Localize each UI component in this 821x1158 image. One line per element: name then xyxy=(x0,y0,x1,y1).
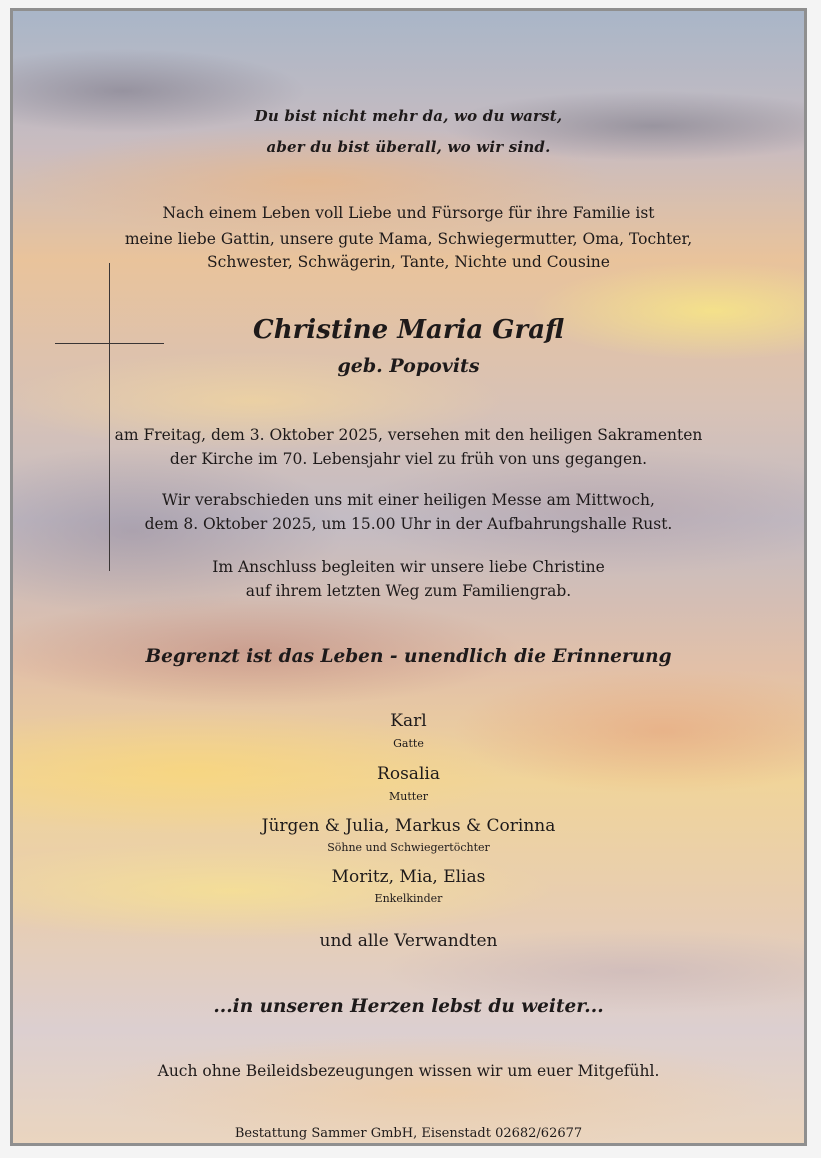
passing-line-2: der Kirche im 70. Lebensjahr viel zu früh von uns gegangen. xyxy=(169,450,648,468)
deceased-name: Christine Maria Grafl xyxy=(253,315,564,345)
mourner-name: Karl xyxy=(390,711,427,731)
mourner-name: Jürgen & Julia, Markus & Corinna xyxy=(261,816,556,836)
mourner-role: Söhne und Schwiegertöchter xyxy=(327,841,490,854)
mourner-role: Enkelkinder xyxy=(374,892,443,905)
intro-line-2: meine liebe Gattin, unsere gute Mama, Schwiegermutter, Oma, Tochter, xyxy=(124,230,693,248)
mourner-name: Rosalia xyxy=(377,764,440,784)
mass-line-2: dem 8. Oktober 2025, um 15.00 Uhr in der Aufbahrungshalle Rust. xyxy=(144,515,673,533)
burial-line-2: auf ihrem letzten Weg zum Familiengrab. xyxy=(245,582,572,600)
passing-line-1: am Freitag, dem 3. Oktober 2025, versehen mit den heiligen Sakramenten xyxy=(114,426,703,444)
mourner-role: Mutter xyxy=(389,790,428,803)
mass-line-1: Wir verabschieden uns mit einer heiligen Messe am Mittwoch, xyxy=(162,491,655,509)
relatives-line: und alle Verwandten xyxy=(319,931,498,951)
quote-line-1: Du bist nicht mehr da, wo du warst, xyxy=(254,107,563,125)
quote-line-2: aber du bist überall, wo wir sind. xyxy=(266,138,551,156)
burial-line-1: Im Anschluss begleiten wir unsere liebe Christine xyxy=(212,558,605,576)
closing-line: ...in unseren Herzen lebst du weiter... xyxy=(213,996,604,1017)
mourner-name: Moritz, Mia, Elias xyxy=(331,867,486,887)
note-line: Auch ohne Beileidsbezeugungen wissen wir um euer Mitgefühl. xyxy=(157,1062,660,1080)
maiden-name: geb. Popovits xyxy=(337,355,480,377)
intro-line-1: Nach einem Leben voll Liebe und Fürsorge für ihre Familie ist xyxy=(162,204,655,222)
obituary-card xyxy=(10,8,807,1146)
funeral-home-footer: Bestattung Sammer GmbH, Eisenstadt 02682/62677 xyxy=(234,1126,583,1141)
mourner-role: Gatte xyxy=(393,737,424,750)
intro-line-3: Schwester, Schwägerin, Tante, Nichte und Cousine xyxy=(207,253,610,271)
motto: Begrenzt ist das Leben - unendlich die Erinnerung xyxy=(145,646,672,667)
